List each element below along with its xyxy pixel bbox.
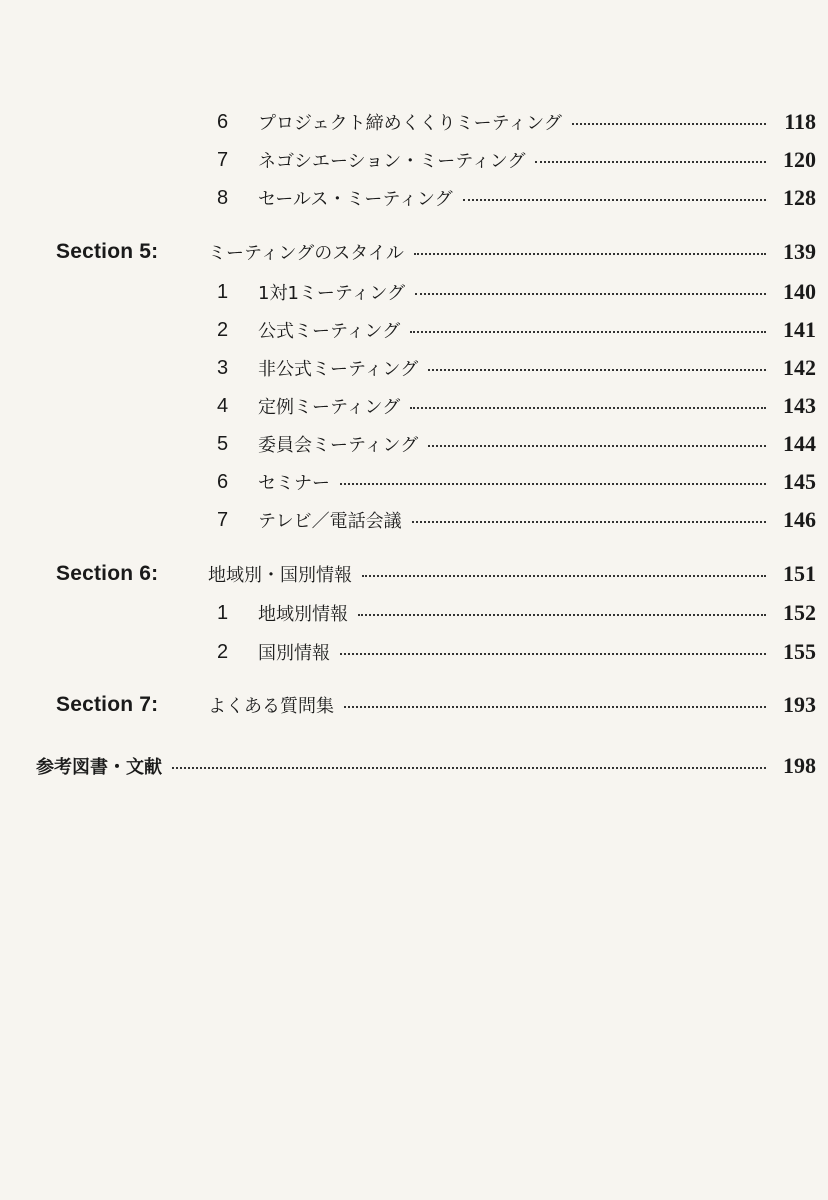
bibliography-title: 参考図書・文献	[36, 757, 162, 778]
entry-title: 委員会ミーティング	[258, 435, 419, 456]
entry-title: 非公式ミーティング	[258, 359, 419, 380]
entry-page: 118	[784, 109, 816, 134]
bibliography-entry[interactable]	[0, 749, 828, 783]
entry-number: 2	[217, 318, 229, 341]
section-label: Section 7:	[56, 693, 159, 716]
toc-entry[interactable]	[0, 275, 828, 309]
toc-entry[interactable]	[0, 503, 828, 537]
entry-page: 145	[783, 469, 816, 494]
entry-number: 1	[217, 280, 229, 303]
leader-dots	[172, 767, 766, 769]
entry-page: 146	[783, 507, 816, 532]
section-title: ミーティングのスタイル	[208, 243, 404, 264]
entry-number: 1	[217, 601, 229, 624]
leader-dots	[412, 521, 766, 523]
section-heading[interactable]	[0, 235, 828, 269]
entry-title: 公式ミーティング	[258, 321, 401, 342]
entry-title: 1対1ミーティング	[258, 283, 406, 304]
leader-dots	[410, 331, 766, 333]
entry-page: 141	[783, 317, 816, 342]
leader-dots	[340, 483, 766, 485]
entry-page: 152	[783, 600, 816, 625]
section-label: Section 6:	[56, 562, 159, 585]
section-title: 地域別・国別情報	[208, 565, 352, 586]
leader-dots	[535, 161, 766, 163]
entry-title: セミナー	[258, 473, 330, 494]
entry-number: 8	[217, 186, 229, 209]
entry-number: 7	[217, 148, 229, 171]
entry-title: 定例ミーティング	[258, 397, 401, 418]
entry-number: 2	[217, 640, 229, 663]
section-label: Section 5:	[56, 240, 159, 263]
leader-dots	[415, 293, 766, 295]
leader-dots	[410, 407, 766, 409]
entry-page: 142	[783, 355, 816, 380]
toc-entry[interactable]	[0, 596, 828, 630]
entry-number: 3	[217, 356, 229, 379]
toc-entry[interactable]	[0, 389, 828, 423]
entry-title: テレビ／電話会議	[258, 511, 402, 532]
toc-entry[interactable]	[0, 427, 828, 461]
entry-page: 143	[783, 393, 816, 418]
entry-page: 128	[783, 185, 816, 210]
leader-dots	[344, 706, 766, 708]
toc-entry[interactable]	[0, 465, 828, 499]
entry-title: ネゴシエーション・ミーティング	[258, 151, 526, 172]
toc-entry[interactable]	[0, 635, 828, 669]
entry-page: 144	[783, 431, 816, 456]
leader-dots	[572, 123, 766, 125]
toc-entry[interactable]	[0, 181, 828, 215]
entry-title: 国別情報	[258, 643, 330, 664]
entry-page: 140	[783, 279, 816, 304]
leader-dots	[362, 575, 766, 577]
entry-title: セールス・ミーティング	[258, 189, 453, 210]
bibliography-page: 198	[783, 753, 816, 778]
entry-number: 4	[217, 394, 229, 417]
section-heading[interactable]	[0, 557, 828, 591]
leader-dots	[414, 253, 766, 255]
entry-title: プロジェクト締めくくりミーティング	[258, 113, 562, 134]
entry-page: 120	[783, 147, 816, 172]
entry-page: 155	[783, 639, 816, 664]
leader-dots	[428, 445, 766, 447]
leader-dots	[428, 369, 766, 371]
section-page: 151	[783, 561, 816, 586]
entry-number: 6	[217, 470, 229, 493]
toc-entry[interactable]	[0, 351, 828, 385]
section-title: よくある質問集	[208, 696, 334, 717]
leader-dots	[463, 199, 766, 201]
entry-number: 6	[217, 110, 229, 133]
section-heading[interactable]	[0, 688, 828, 722]
toc-entry[interactable]	[0, 105, 828, 139]
entry-title: 地域別情報	[258, 604, 348, 625]
toc-entry[interactable]	[0, 143, 828, 177]
leader-dots	[340, 653, 766, 655]
entry-number: 5	[217, 432, 229, 455]
section-page: 139	[783, 239, 816, 264]
leader-dots	[358, 614, 766, 616]
toc-entry[interactable]	[0, 313, 828, 347]
section-page: 193	[783, 692, 816, 717]
entry-number: 7	[217, 508, 229, 531]
